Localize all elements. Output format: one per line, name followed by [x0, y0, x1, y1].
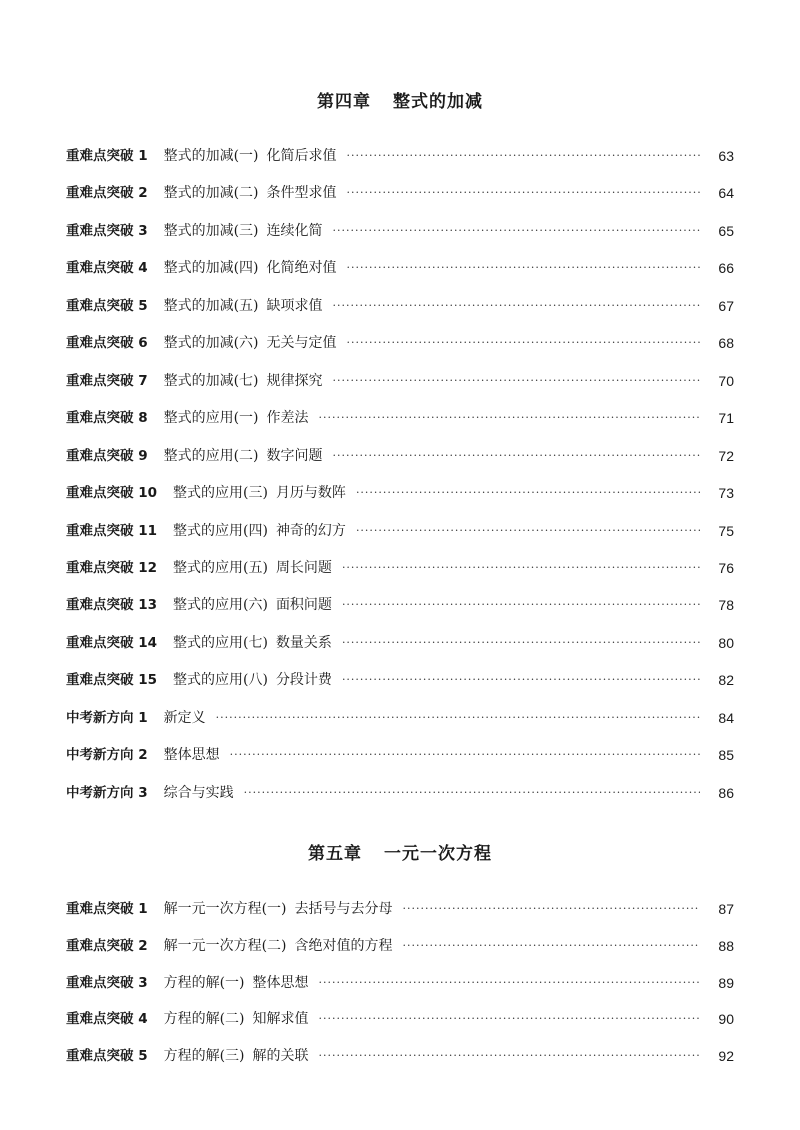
dot-leader: [347, 181, 700, 205]
entry-page-number: 87: [718, 901, 734, 917]
toc-entry[interactable]: [66, 743, 734, 767]
dot-leader: [333, 369, 700, 393]
dot-leader: [342, 556, 700, 580]
toc-entry[interactable]: [66, 369, 734, 393]
entry-subtitle: 数量关系: [275, 634, 332, 651]
entry-title: 整式的应用(八): [173, 672, 268, 689]
entry-title: 整式的加减(四): [163, 260, 259, 277]
entry-page-number: 88: [718, 937, 734, 954]
entry-lead-label: 中考新方向 2: [66, 747, 148, 764]
toc-entry[interactable]: [66, 897, 734, 921]
entry-subtitle: 周长问题: [275, 559, 332, 576]
toc-entry[interactable]: [66, 631, 734, 655]
entry-lead-label: 重难点突破 1: [66, 148, 148, 164]
toc-entry[interactable]: [66, 181, 734, 205]
entry-title: 整式的应用(五): [173, 559, 268, 576]
entry-lead-label: 重难点突破 11: [66, 522, 157, 539]
entry-page-number: 82: [718, 672, 734, 689]
entry-title: 整式的应用(一): [163, 410, 259, 427]
dot-leader: [356, 481, 700, 505]
entry-lead-label: 重难点突破 12: [66, 559, 157, 576]
toc-entry[interactable]: [66, 1007, 734, 1031]
entry-lead-label: 重难点突破 8: [66, 410, 148, 427]
toc-entry[interactable]: [66, 593, 734, 617]
toc-entry[interactable]: [66, 781, 734, 805]
dot-leader: [319, 1044, 700, 1068]
dot-leader: [347, 331, 700, 355]
toc-entry[interactable]: [66, 144, 734, 168]
toc-entry[interactable]: [66, 934, 734, 958]
entry-title: 整式的应用(四): [173, 522, 268, 539]
entry-subtitle: 无关与定值: [266, 335, 337, 352]
entry-lead-label: 重难点突破 15: [66, 672, 157, 689]
dot-leader: [356, 519, 700, 543]
toc-entry[interactable]: [66, 971, 734, 995]
dot-leader: [342, 593, 700, 617]
entry-subtitle: 数字问题: [266, 447, 323, 464]
entry-lead-label: 重难点突破 4: [66, 1011, 148, 1028]
toc-entry[interactable]: [66, 294, 734, 318]
entry-subtitle: 知解求值: [252, 1011, 309, 1028]
entry-page-number: 67: [718, 297, 734, 314]
chapter-4-heading: [0, 87, 800, 112]
entry-subtitle: 条件型求值: [266, 185, 337, 202]
toc-entry[interactable]: [66, 556, 734, 580]
entry-title: 整式的加减(一): [163, 148, 259, 164]
entry-page-number: 66: [718, 260, 734, 277]
entry-page-number: 85: [718, 747, 734, 764]
entry-subtitle: 缺项求值: [266, 297, 323, 314]
dot-leader: [319, 406, 700, 430]
entry-subtitle: 神奇的幻方: [275, 522, 346, 539]
dot-leader: [244, 781, 700, 805]
chapter-title: 一元一次方程: [384, 844, 492, 864]
entry-lead-label: 重难点突破 9: [66, 447, 148, 464]
toc-entry[interactable]: [66, 406, 734, 430]
entry-page-number: 70: [718, 372, 734, 389]
entry-lead-label: 重难点突破 10: [66, 485, 157, 502]
entry-page-number: 78: [718, 597, 734, 614]
entry-subtitle: 去括号与去分母: [294, 901, 393, 917]
entry-lead-label: 中考新方向 1: [66, 709, 148, 726]
toc-entry[interactable]: [66, 481, 734, 505]
entry-title: 方程的解(二): [163, 1011, 245, 1028]
entry-title: 整式的应用(三): [173, 485, 268, 502]
entry-page-number: 84: [718, 709, 734, 726]
dot-leader: [333, 219, 700, 243]
entry-title: 整体思想: [163, 747, 220, 764]
dot-leader: [319, 971, 700, 995]
entry-page-number: 92: [718, 1048, 734, 1064]
entry-title: 整式的应用(二): [163, 447, 259, 464]
entry-subtitle: 作差法: [266, 410, 309, 427]
entry-lead-label: 重难点突破 5: [66, 297, 148, 314]
entry-title: 整式的应用(七): [173, 634, 268, 651]
entry-page-number: 90: [718, 1011, 734, 1028]
entry-lead-label: 重难点突破 14: [66, 634, 157, 651]
toc-entry[interactable]: [66, 219, 734, 243]
entry-title: 方程的解(一): [163, 974, 245, 991]
dot-leader: [347, 256, 700, 280]
entry-page-number: 63: [718, 148, 734, 164]
entry-subtitle: 含绝对值的方程: [294, 937, 393, 954]
entry-title: 整式的加减(五): [163, 297, 259, 314]
entry-subtitle: 整体思想: [252, 974, 309, 991]
entry-title: 方程的解(三): [163, 1048, 245, 1064]
dot-leader: [216, 706, 700, 730]
entry-page-number: 76: [718, 559, 734, 576]
entry-page-number: 64: [718, 185, 734, 202]
entry-page-number: 71: [718, 410, 734, 427]
entry-lead-label: 重难点突破 3: [66, 222, 148, 239]
entry-subtitle: 月历与数阵: [275, 485, 346, 502]
entry-lead-label: 重难点突破 1: [66, 901, 148, 917]
entry-page-number: 80: [718, 634, 734, 651]
entry-title: 解一元一次方程(一): [163, 901, 287, 917]
entry-title: 整式的加减(七): [163, 372, 259, 389]
toc-entry[interactable]: [66, 519, 734, 543]
entry-subtitle: 化简后求值: [266, 148, 337, 164]
entry-lead-label: 重难点突破 2: [66, 185, 148, 202]
entry-title: 综合与实践: [163, 784, 234, 801]
entry-page-number: 86: [718, 784, 734, 801]
entry-page-number: 89: [718, 974, 734, 991]
entry-subtitle: 分段计费: [275, 672, 332, 689]
toc-entry[interactable]: [66, 668, 734, 692]
toc-entry[interactable]: [66, 331, 734, 355]
dot-leader: [333, 444, 700, 468]
dot-leader: [342, 668, 700, 692]
entry-title: 新定义: [163, 709, 206, 726]
entry-title: 整式的加减(二): [163, 185, 259, 202]
entry-page-number: 68: [718, 335, 734, 352]
entry-lead-label: 重难点突破 5: [66, 1048, 148, 1064]
entry-subtitle: 解的关联: [252, 1048, 309, 1064]
entry-title: 解一元一次方程(二): [163, 937, 287, 954]
entry-subtitle: 面积问题: [275, 597, 332, 614]
entry-subtitle: 规律探究: [266, 372, 323, 389]
dot-leader: [347, 144, 700, 168]
toc-entry[interactable]: [66, 706, 734, 730]
dot-leader: [230, 743, 700, 767]
entry-page-number: 75: [718, 522, 734, 539]
entry-title: 整式的加减(三): [163, 222, 259, 239]
chapter-number: 第四章: [317, 92, 371, 112]
dot-leader: [403, 897, 700, 921]
dot-leader: [333, 294, 700, 318]
dot-leader: [342, 631, 700, 655]
entry-title: 整式的应用(六): [173, 597, 268, 614]
entry-lead-label: 重难点突破 13: [66, 597, 157, 614]
chapter-title: 整式的加减: [393, 92, 483, 112]
entry-lead-label: 中考新方向 3: [66, 784, 148, 801]
entry-subtitle: 化简绝对值: [266, 260, 337, 277]
toc-entry[interactable]: [66, 256, 734, 280]
entry-subtitle: 连续化简: [266, 222, 323, 239]
entry-lead-label: 重难点突破 6: [66, 335, 148, 352]
entry-lead-label: 重难点突破 4: [66, 260, 148, 277]
dot-leader: [403, 934, 700, 958]
chapter-5-heading: [0, 839, 800, 864]
entry-lead-label: 重难点突破 3: [66, 974, 148, 991]
entry-page-number: 72: [718, 447, 734, 464]
toc-entry[interactable]: [66, 444, 734, 468]
toc-entry[interactable]: [66, 1044, 734, 1068]
entry-page-number: 73: [718, 485, 734, 502]
entry-title: 整式的加减(六): [163, 335, 259, 352]
dot-leader: [319, 1007, 700, 1031]
entry-page-number: 65: [718, 222, 734, 239]
chapter-number: 第五章: [308, 844, 362, 864]
entry-lead-label: 重难点突破 2: [66, 937, 148, 954]
entry-lead-label: 重难点突破 7: [66, 372, 148, 389]
